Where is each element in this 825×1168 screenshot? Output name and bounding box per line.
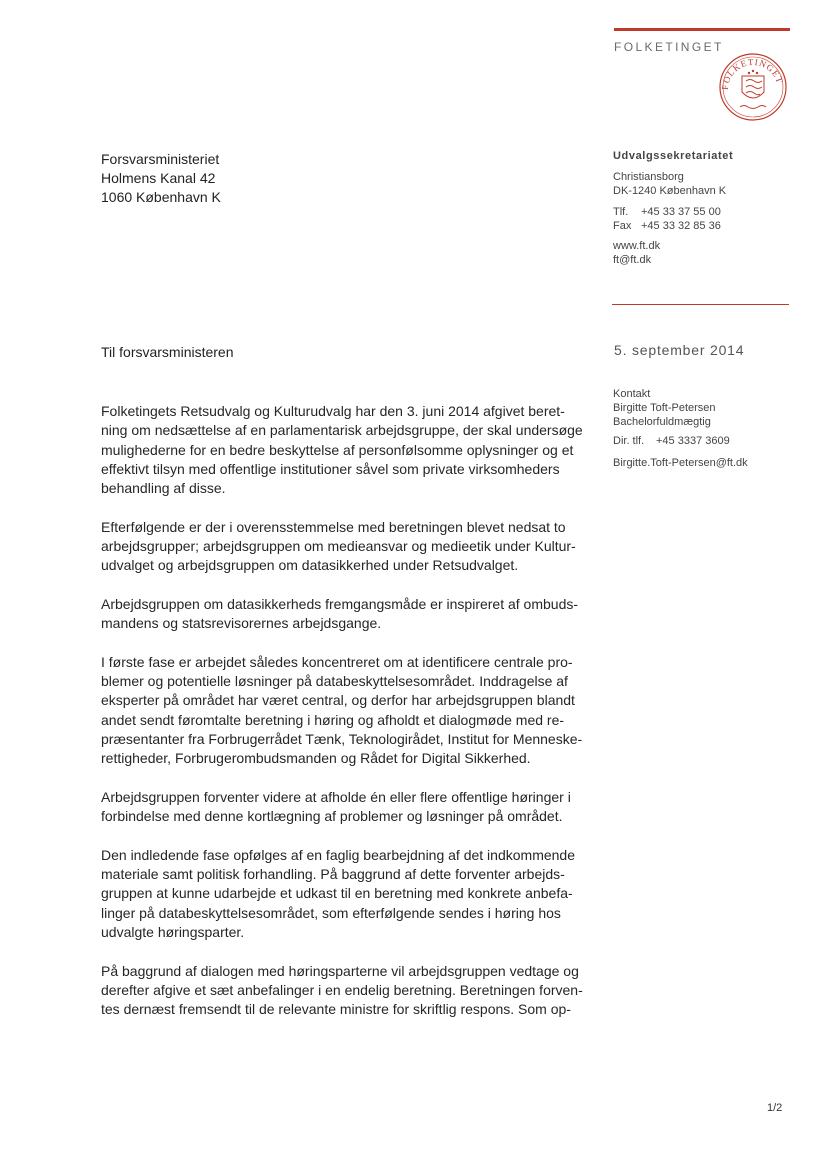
secretariat-email: ft@ft.dk (613, 254, 652, 266)
section-divider (612, 304, 789, 305)
body-line: effektivt tilsyn med offentlige institutioner såvel som private virksomheders (101, 460, 560, 477)
letterhead-brand: FOLKETINGET (614, 40, 724, 54)
body-line: linger på databeskyttelsesområdet, som efterfølgende sendes i høring hos (101, 904, 561, 921)
body-paragraph (101, 653, 586, 769)
svg-text:FOLKETINGET: FOLKETINGET (719, 56, 786, 91)
folketinget-seal-icon (718, 52, 788, 122)
secretariat-address (613, 170, 726, 198)
body-line: eksperter på området har været central, og derfor har arbejdsgruppen blandt (101, 692, 575, 709)
body-line: Efterfølgende er der i overensstemmelse med beretningen blevet nedsat to (101, 518, 566, 535)
phone-label: Tlf. (613, 206, 629, 218)
contact-email: Birgitte.Toft-Petersen@ft.dk (613, 457, 748, 469)
body-line: mulighederne for en bedre beskyttelse af personfølsomme oplysninger og et (101, 441, 574, 458)
secretariat-web-block (613, 239, 660, 267)
body-paragraph (101, 846, 586, 942)
secretariat-address-line: Christiansborg (613, 171, 684, 183)
body-line: I første fase er arbejdet således koncentreret om at identificere centrale pro- (101, 653, 573, 670)
letter-body (101, 402, 586, 1039)
recipient-line: 1060 København K (101, 189, 221, 205)
body-line: udvalget og arbejdsgruppen om datasikkerhed under Retsudvalget. (101, 557, 519, 574)
body-line: andet sendt føromtalte beretning i høring og afholdt et dialogmøde med re- (101, 711, 565, 728)
body-line: tes dernæst fremsendt til de relevante ministre for skriftlig respons. Som op- (101, 1001, 571, 1018)
contact-block (613, 387, 716, 429)
contact-name: Birgitte Toft-Petersen (613, 402, 716, 414)
body-line: gruppen at kunne udarbejde et udkast til en beretning med konkrete anbefa- (101, 885, 573, 902)
secretariat-website: www.ft.dk (613, 240, 661, 252)
recipient-address (101, 150, 221, 207)
body-line: behandling af disse. (101, 480, 226, 497)
body-paragraph (101, 595, 586, 634)
contact-phone: +45 3337 3609 (656, 435, 730, 447)
contact-title: Bachelorfuldmægtig (613, 416, 711, 428)
body-paragraph (101, 962, 586, 1020)
letter-date: 5. september 2014 (614, 342, 745, 358)
secretariat-address-line: DK-1240 København K (613, 185, 727, 197)
body-line: rettigheder, Forbrugerombudsmanden og Rådet for Digital Sikkerhed. (101, 750, 531, 767)
body-line: blemer og potentielle løsninger på databeskyttelsesområdet. Inddragelse af (101, 673, 568, 690)
body-paragraph (101, 518, 586, 576)
recipient-line: Forsvarsministeriet (101, 151, 220, 167)
secretariat-phone-block (613, 205, 721, 233)
body-line: mandens og statsrevisorernes arbejdsgange. (101, 615, 382, 632)
contact-phone-label: Dir. tlf. (613, 435, 645, 447)
body-paragraph (101, 788, 586, 827)
body-line: arbejdsgrupper; arbejdsgruppen om medieansvar og medieetik under Kultur- (101, 538, 576, 555)
body-line: ning om nedsættelse af en parlamentarisk arbejdsgruppe, der skal undersøge (101, 422, 583, 439)
body-line: præsentanter fra Forbrugerrådet Tænk, Teknologirådet, Institut for Menneske- (101, 731, 583, 748)
fax-number: +45 33 32 85 36 (641, 220, 721, 232)
recipient-line: Holmens Kanal 42 (101, 170, 216, 186)
phone-number: +45 33 37 55 00 (641, 206, 721, 218)
body-line: Arbejdsgruppen forventer videre at afholde én eller flere offentlige høringer i (101, 788, 571, 805)
body-line: derefter afgive et sæt anbefalinger i en endelig beretning. Beretningen forven- (101, 981, 583, 998)
body-line: Folketingets Retsudvalg og Kulturudvalg har den 3. juni 2014 afgivet beret- (101, 403, 565, 419)
body-line: På baggrund af dialogen med høringsparterne vil arbejdsgruppen vedtage og (101, 962, 579, 979)
salutation: Til forsvarsministeren (101, 344, 234, 360)
page-number: 1/2 (767, 1102, 783, 1114)
contact-label: Kontakt (613, 388, 651, 400)
body-line: udvalgte høringsparter. (101, 924, 245, 941)
secretariat-title: Udvalgssekretariatet (613, 150, 734, 162)
fax-label: Fax (613, 220, 632, 232)
body-line: Arbejdsgruppen om datasikkerheds fremgangsmåde er inspireret af ombuds- (101, 595, 579, 612)
letterhead-accent-bar (614, 28, 790, 31)
body-paragraph (101, 402, 586, 498)
body-line: Den indledende fase opfølges af en faglig bearbejdning af det indkommende (101, 846, 575, 863)
contact-phone-row (613, 434, 730, 448)
body-line: forbindelse med denne kortlægning af problemer og løsninger på området. (101, 808, 563, 825)
body-line: materiale samt politisk forhandling. På baggrund af dette forventer arbejds- (101, 866, 565, 883)
